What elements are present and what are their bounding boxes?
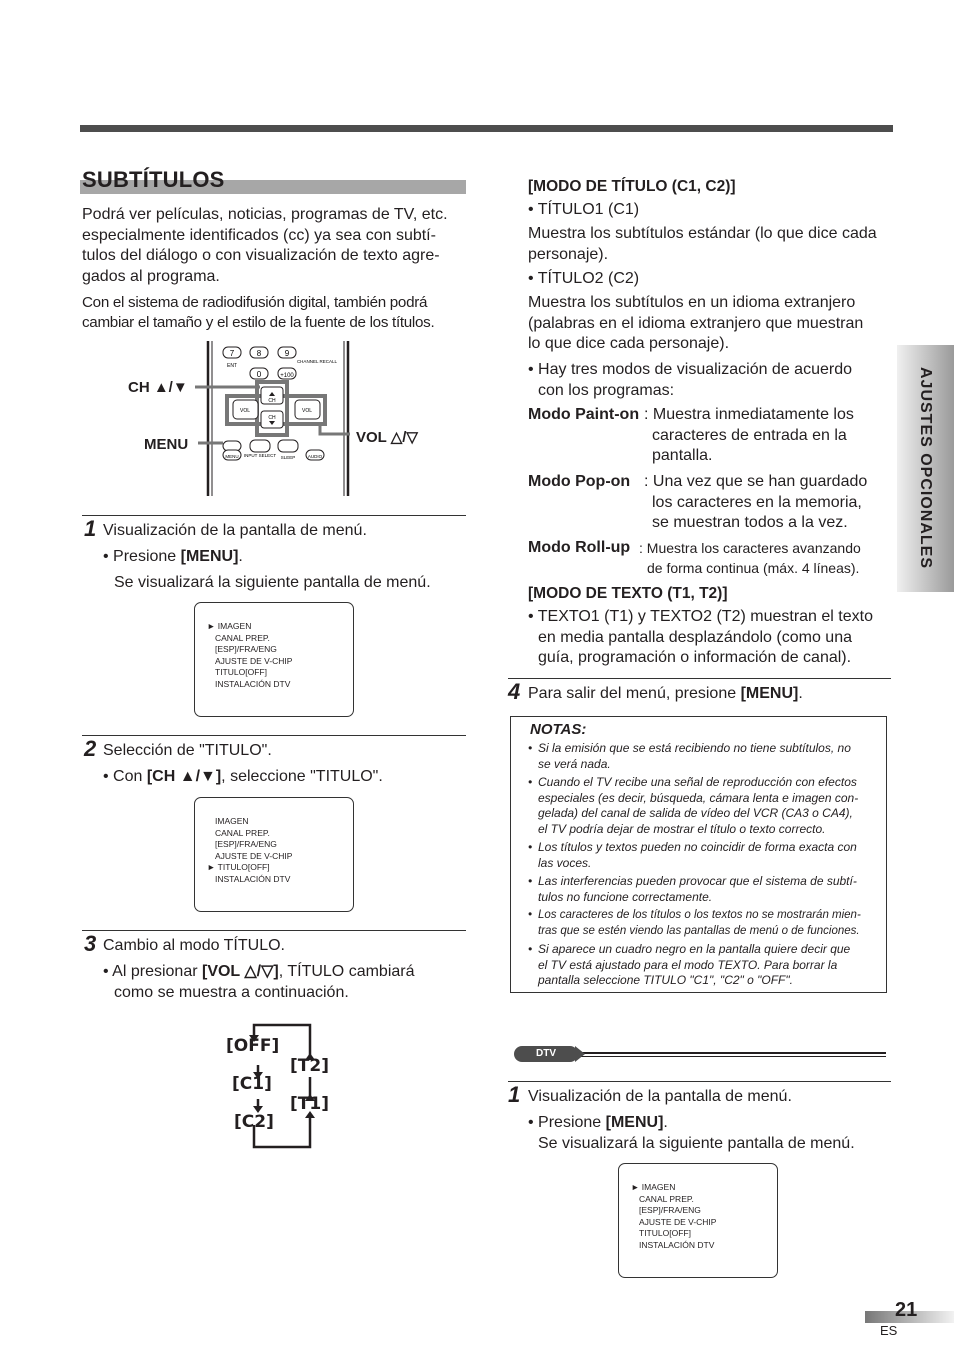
step4-text: Para salir del menú, presione [MENU]. (528, 685, 803, 702)
menu-item: AJUSTE DE V-CHIP (215, 850, 293, 861)
menu-item: INSTALACIÓN DTV (215, 678, 291, 689)
roll-up-label: Modo Roll-up (528, 539, 631, 556)
cycle-c2: [C2] (234, 1112, 274, 1132)
menu-item: ► IMAGEN (631, 1182, 676, 1192)
modes-intro: • Hay tres modos de visualización de acuerdo con los programas: (528, 361, 852, 399)
modo-texto-heading: [MODO DE TEXTO (T1, T2)] (528, 585, 728, 602)
dtv-rule-top (580, 1052, 886, 1054)
key-9: 9 (284, 349, 290, 358)
step2-rule (82, 735, 466, 736)
step3-number: 3 (84, 931, 97, 956)
step4-rule (508, 678, 891, 679)
key-audio-label: AUDIO (307, 454, 323, 459)
menu-item: AJUSTE DE V-CHIP (215, 655, 293, 666)
menu-item: TITULO[OFF] (215, 667, 267, 678)
menu-item: INSTALACIÓN DTV (215, 873, 291, 884)
vol-callout-label: VOL △/▽ (356, 429, 418, 446)
roll-up-description: : Muestra los caracteres avanzando de forma continua (máx. 4 líneas). (639, 540, 861, 576)
notes-heading: NOTAS: (530, 721, 587, 738)
cycle-t1: [T1] (290, 1094, 329, 1114)
menu-screen-1 (194, 602, 354, 717)
step2-text: Selección de "TITULO". (103, 742, 272, 759)
step3-bullet: • Al presionar [VOL △/▽], TÍTULO cambiará (103, 963, 415, 980)
menu-item: CANAL PREP. (215, 827, 270, 838)
step3-text: Cambio al modo TÍTULO. (103, 937, 285, 954)
key-ch-up-label: CH (268, 398, 276, 404)
menu-item: [ESP]/FRA/ENG (639, 1205, 701, 1216)
cursor-arrow-icon: ► (207, 862, 216, 873)
titulo2-label: • TÍTULO2 (C2) (528, 270, 640, 287)
modo-texto-description: • TEXTO1 (T1) y TEXTO2 (T2) muestran el texto en media pantalla desplazándolo (como una guía, programación o información de canal). (528, 608, 873, 666)
menu-item: CANAL PREP. (215, 632, 270, 643)
modo-titulo-heading: [MODO DE TÍTULO (C1, C2)] (528, 178, 736, 195)
step4-number: 4 (508, 679, 521, 704)
page-title: SUBTÍTULOS (82, 167, 225, 192)
intro-paragraph: Podrá ver películas, noticias, programas de TV, etc. especialmente identificados (cc) ya sea con subtí- tulos del diálogo o con visualización de texto agre- gados al programa. (82, 206, 448, 285)
note-item: • Cuando el TV recibe una señal de reproducción con efectos especiales (es decir, búsqueda, cámara lenta e imagen con- gelada) del canal de salida de vídeo del VCR (CA3 o CA4), el TV podría dejar de mostrar el título o texto correcto. (528, 775, 884, 837)
dtv-step1-sub: Se visualizará la siguiente pantalla de menú. (538, 1135, 855, 1152)
dtv-badge-arrow-icon (575, 1046, 585, 1062)
step1-bullet: • Presione [MENU]. (103, 548, 243, 565)
key-0: 0 (256, 370, 262, 379)
menu-item: IMAGEN (215, 816, 249, 826)
menu-item: CANAL PREP. (639, 1193, 694, 1204)
note-item: • Si la emisión que se está recibiendo no tiene subtítulos, no se verá nada. (528, 741, 884, 772)
step3-sub: como se muestra a continuación. (114, 984, 349, 1001)
key-sleep-label: SLEEP (280, 455, 296, 460)
note-item: • Si aparece un cuadro negro en la pantalla quiere decir que el TV está ajustado para el modo TEXTO. Para borrar la pantalla seleccione TITULO "C1", "C2" o "OFF". (528, 942, 884, 989)
top-rule (80, 125, 893, 132)
titulo2-description: Muestra los subtítulos en un idioma extranjero (palabras en el idioma extranjero que muestran lo que dice cada personaje). (528, 294, 864, 352)
pop-on-label: Modo Pop-on (528, 473, 631, 490)
titulo1-label: • TÍTULO1 (C1) (528, 201, 640, 218)
note-item: • Los títulos y textos pueden no coincidir de forma exacta con las voces. (528, 840, 884, 871)
key-recall-label: CHANNEL RECALL (296, 359, 338, 364)
key-ent-label: ENT (227, 363, 237, 369)
step1-text: Visualización de la pantalla de menú. (103, 522, 367, 539)
step2-number: 2 (84, 736, 97, 761)
language-code: ES (880, 1323, 898, 1338)
menu-item: INSTALACIÓN DTV (639, 1239, 715, 1250)
note-item: • Las interferencias pueden provocar que el sistema de subtí- tulos no funcione correctamente. (528, 874, 884, 905)
step2-bullet: • Con [CH ▲/▼], seleccione "TITULO". (103, 768, 383, 785)
menu-item: [ESP]/FRA/ENG (215, 839, 277, 850)
paint-on-description: : Muestra inmediatamente los caracteres de entrada en la pantalla. (644, 406, 854, 464)
key-ch-down-label: CH (268, 415, 276, 421)
key-input-label: INPUT SELECT (243, 453, 277, 458)
menu-item: ► TITULO[OFF] (207, 862, 270, 873)
cycle-off: [OFF] (226, 1036, 280, 1056)
cursor-arrow-icon: ► (207, 621, 216, 631)
menu-item: AJUSTE DE V-CHIP (639, 1216, 717, 1227)
key-vol-down-label: VOL (239, 408, 251, 414)
section-side-tab-label: AJUSTES OPCIONALES (917, 366, 934, 570)
dtv-step1-rule (508, 1081, 891, 1082)
remote-illustration (120, 336, 480, 501)
step1-rule (82, 515, 466, 516)
cycle-c1: [C1] (232, 1074, 272, 1094)
key-menu-label: MENU (225, 454, 239, 459)
dtv-step1-text: Visualización de la pantalla de menú. (528, 1088, 792, 1105)
menu-item: [ESP]/FRA/ENG (215, 644, 277, 655)
paint-on-label: Modo Paint-on (528, 406, 640, 423)
dtv-badge: DTV (514, 1046, 578, 1062)
menu-screen-2 (194, 797, 354, 912)
step3-rule (82, 930, 466, 931)
menu-item: TITULO[OFF] (639, 1228, 691, 1239)
step1-sub: Se visualizará la siguiente pantalla de menú. (114, 574, 431, 591)
ch-callout-label: CH ▲/▼ (128, 379, 188, 396)
page-number: 21 (895, 1299, 918, 1321)
key-7: 7 (229, 349, 235, 358)
dtv-step1-bullet: • Presione [MENU]. (528, 1114, 668, 1131)
dtv-step1-number: 1 (508, 1082, 521, 1107)
note-item: • Los caracteres de los títulos o los textos no se mostrarán mien- tras que se estén viendo las pantallas de menú o de funciones. (528, 908, 884, 939)
pop-on-description: : Una vez que se han guardado los caracteres en la memoria, se muestran todos a la vez. (644, 473, 868, 531)
menu-screen-3 (618, 1163, 778, 1278)
step1-number: 1 (84, 516, 97, 541)
key-vol-up-label: VOL (301, 408, 313, 414)
titulo1-description: Muestra los subtítulos estándar (lo que dice cada personaje). (528, 225, 877, 263)
key-plus100: +100 (280, 373, 294, 379)
key-8: 8 (256, 349, 262, 358)
intro-digital-paragraph: Con el sistema de radiodifusión digital, también podrá cambiar el tamaño y el estilo de la fuente de los títulos. (82, 294, 435, 331)
notes-box (510, 716, 887, 993)
menu-callout-label: MENU (144, 436, 189, 453)
dtv-rule-bottom (580, 1056, 886, 1057)
cursor-arrow-icon: ► (631, 1182, 640, 1192)
menu-item: ► IMAGEN (207, 621, 252, 631)
cycle-t2: [T2] (290, 1056, 329, 1076)
